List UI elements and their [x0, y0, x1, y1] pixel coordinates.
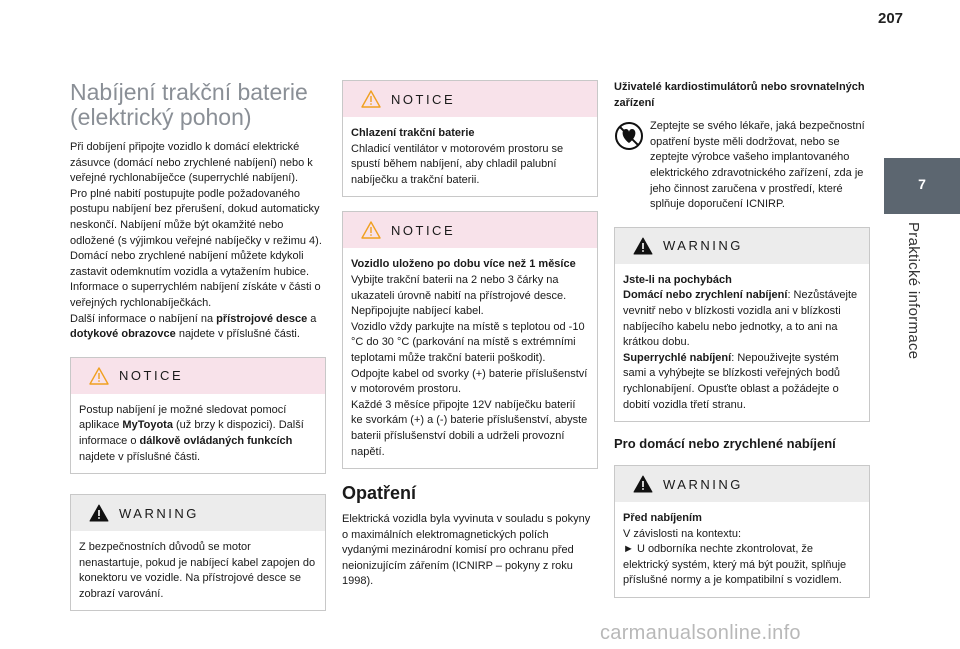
notice-label: NOTICE	[119, 368, 184, 384]
bold-term: dotykové obrazovce	[70, 328, 176, 341]
caution-triangle-icon	[361, 90, 381, 108]
notice-text: Odpojte kabel od svorky (+) baterie příslušenství v motorovém prostoru.	[351, 367, 588, 396]
warning-box	[614, 227, 870, 422]
warning-box	[70, 494, 326, 611]
notice-body	[71, 394, 325, 473]
precautions-heading: Opatření	[342, 483, 417, 504]
notice-box	[342, 211, 598, 469]
cardio-block	[614, 119, 870, 213]
page-number: 207	[878, 10, 904, 27]
warning-heading: Jste-li na pochybách	[623, 273, 732, 286]
notice-body	[343, 117, 597, 196]
notice-text: Vybijte trakční baterii na 2 nebo 3 čárky na ukazateli úrovně nabití na přístrojové desce.	[351, 273, 567, 302]
notice-text: Každé 3 měsíce připojte 12V nabíječku baterií ke svorkám (+) a (-) baterie příslušenství, abyste baterii příslušenství dobili a udrželi provozní napětí.	[351, 398, 588, 458]
notice-heading: Chlazení trakční baterie	[351, 127, 475, 139]
warning-text: V závislosti na kontextu:	[623, 527, 742, 540]
home-charging-heading: Pro domácí nebo zrychlené nabíjení	[614, 436, 836, 452]
notice-header	[343, 212, 597, 248]
notice-heading: Vozidlo uloženo po dobu více než 1 měsíce	[351, 258, 576, 271]
paragraph-text: Pro plné nabití postupujte podle požadovaného postupu nabíjení bez přerušení, dokud automaticky neskončí. Nabíjení může být okamžité nebo odložené (s výjimkou veřejné nabíječky v režimu 4).	[70, 187, 322, 247]
warning-triangle-icon	[633, 237, 653, 255]
precautions-text: Elektrická vozidla byla vyvinuta v souladu s pokyny o maximálních elektromagnetických polích vydanými mezinárodní komisí pro ochranu před neionizujícím zářením (ICNIRP – pokyny z roku 1998).	[342, 513, 591, 588]
chapter-label: Praktické informace	[905, 222, 922, 360]
paragraph-text: Další informace o nabíjení na	[70, 312, 217, 325]
warning-header	[615, 228, 869, 264]
notice-body	[343, 248, 597, 468]
warning-triangle-icon	[633, 475, 653, 493]
bold-term: přístrojové desce	[216, 312, 308, 325]
warning-heading: Před nabíjením	[623, 512, 702, 525]
warning-label: WARNING	[663, 476, 743, 492]
cardio-text: Zeptejte se svého lékaře, jaká bezpečnostní opatření byste měli dodržovat, nebo se zeptejte výrobce vašeho implantovaného elektrického zdravotnického zařízení, zda je jeho činnost zaručena v prostředí, které splňuje doporučení ICNIRP.	[650, 120, 865, 211]
bold-term: MyToyota	[122, 419, 173, 432]
paragraph-text: Informace o superrychlém nabíjení získáte v části o veřejných rychlonabíječkách.	[70, 281, 321, 309]
warning-header	[71, 495, 325, 531]
paragraph-text: a	[307, 312, 317, 325]
warning-triangle-icon	[89, 504, 109, 522]
notice-label: NOTICE	[391, 91, 456, 107]
bold-term: Domácí nebo zrychlení nabíjení	[623, 289, 788, 302]
notice-box	[70, 357, 326, 474]
pacemaker-prohibited-icon	[614, 121, 644, 151]
notice-label: NOTICE	[391, 222, 456, 238]
notice-text: Postup nabíjení je možné sledovat pomocí aplikace	[79, 403, 287, 432]
warning-text: : Nepouživejte systém sami a vyhýbejte se blízkosti veřejných bodů rychlonabíjení. Opusťte oblast a požádejte o dobití vozidla třetí stranu.	[623, 351, 841, 411]
chapter-number: 7	[918, 176, 926, 192]
warning-text: : Nezůstávejte vevnitř nebo v blízkosti vozidla ani v blízkosti nabíjecího kabelu nebo jednotky, a to ani na krátkou dobu.	[623, 289, 858, 349]
notice-text: (už brzy k dispozici). Další informace o	[79, 419, 304, 447]
caution-triangle-icon	[89, 367, 109, 385]
column-1	[70, 80, 326, 625]
intro-paragraph	[70, 140, 326, 343]
warning-header	[615, 466, 869, 502]
warning-label: WARNING	[119, 505, 199, 521]
paragraph-text: Domácí nebo zrychlené nabíjení můžete kdykoli zastavit odemknutím vozidla a vytažením hubice.	[70, 250, 310, 278]
notice-header	[71, 358, 325, 394]
watermark: carmanualsonline.info	[600, 622, 801, 644]
warning-body	[615, 264, 869, 421]
cardio-heading: Uživatelé kardiostimulátorů nebo srovnatelných zařízení	[614, 81, 865, 109]
bold-term: dálkově ovládaných funkcích	[139, 434, 293, 447]
notice-box	[342, 80, 598, 197]
notice-text: najdete v příslušné části.	[79, 450, 201, 463]
column-3	[614, 80, 870, 612]
paragraph-text: najdete v příslušné části.	[175, 328, 300, 341]
caution-triangle-icon	[361, 221, 381, 239]
chapter-tab	[884, 158, 960, 214]
column-2	[342, 80, 598, 590]
notice-text: Vozidlo vždy parkujte na místě s teplotou od -10 °C do 30 °C (parkování na místě s extrémními teplotami může trakční baterii poškodit).	[351, 320, 585, 364]
bold-term: Superrychlé nabíjení	[623, 351, 732, 364]
notice-text: Nepřipojujte nabíjecí kabel.	[351, 305, 484, 318]
warning-box	[614, 465, 870, 598]
notice-header	[343, 81, 597, 117]
warning-body: Z bezpečnostních důvodů se motor nenastartuje, pokud je nabíjecí kabel zapojen do konektoru ve vozidle. Na přístrojové desce se zobrazí varování.	[79, 541, 316, 600]
warning-label: WARNING	[663, 238, 743, 254]
notice-text: Chladicí ventilátor v motorovém prostoru se spustí během nabíjení, aby chladil palubní nabíječku a trakční baterii.	[351, 142, 564, 186]
warning-body	[615, 502, 869, 597]
paragraph-text: Při dobíjení připojte vozidlo k domácí elektrické zásuvce (domácí nebo zrychlené nabíjení) nebo k veřejné rychlonabíječce (superrychlé nabíjení).	[70, 141, 313, 185]
section-title: Nabíjení trakční baterie (elektrický pohon)	[70, 79, 308, 130]
warning-text: ► U odborníka nechte zkontrolovat, že elektrický systém, který má být použit, splňuje příslušné normy a je kompatibilní s vozidlem.	[623, 543, 847, 587]
